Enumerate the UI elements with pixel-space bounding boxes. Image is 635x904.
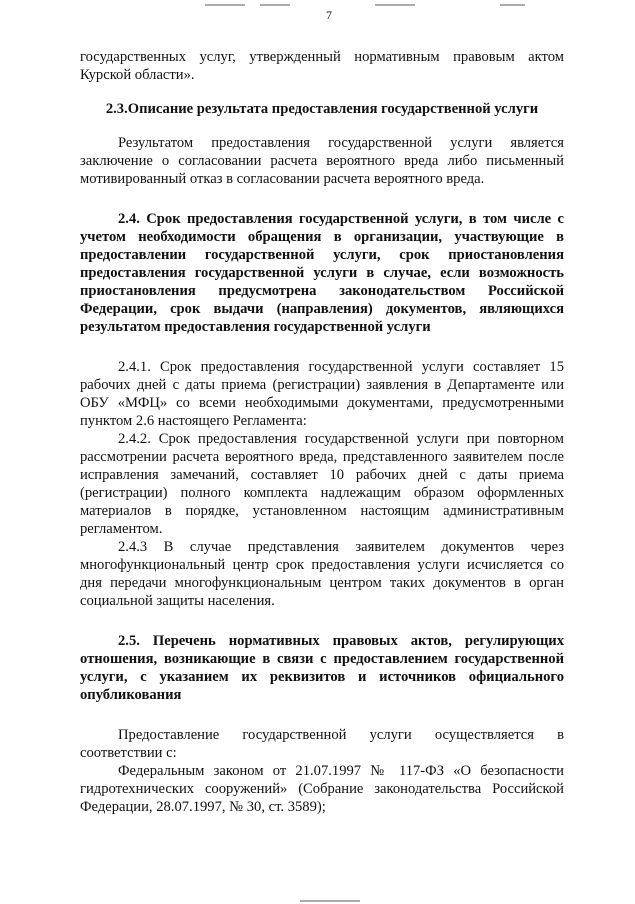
section-heading-2-3: 2.3.Описание результата предоставления государственной услуги <box>105 101 539 117</box>
paragraph-2-5-law: Федеральным законом от 21.07.1997 № 117-ФЗ «О безопасности гидротехнических сооружений» (Собрание законодательства Российской Федерации, 28.07.1997, № 30, ст. 3589); <box>80 763 564 815</box>
scan-artifact <box>260 4 290 6</box>
paragraph-2-3: Результатом предоставления государственной услуги является заключение о согласовании расчета вероятного вреда либо письменный мотивированный отказ в согласовании расчета вероятного вреда. <box>80 135 564 187</box>
page-number: 7 <box>326 8 332 22</box>
scan-artifact <box>375 4 415 6</box>
section-heading-2-4: 2.4. Срок предоставления государственной услуги, в том числе с учетом необходимости обращения в организации, участвующие в предоставлении государственной услуги, срок приостановления предоставления государственной услуги в случае, если возможность приостановления предусмотрена законодательством Российской Федерации, срок выдачи (направления) документов, являющихся результатом предоставления государственной услуги <box>80 211 564 335</box>
paragraph-2-5-intro: Предоставление государственной услуги осуществляется в соответствии с: <box>80 727 564 761</box>
scan-artifact <box>500 4 525 6</box>
paragraph-2-4-3: 2.4.3 В случае представления заявителем документов через многофункциональный центр срок предоставления услуги исчисляется со дня передачи многофункциональным центром таких документов в орган социальной защиты населения. <box>80 539 564 609</box>
scan-artifact <box>300 900 360 902</box>
section-heading-2-5: 2.5. Перечень нормативных правовых актов, регулирующих отношения, возникающие в связи с предоставлением государственной услуги, с указанием их реквизитов и источников официального опубликования <box>80 633 564 703</box>
paragraph-2-4-2: 2.4.2. Срок предоставления государственной услуги при повторном рассмотрении расчета вероятного вреда, представленного заявителем после исправления замечаний, составляет 10 рабочих дней с даты приема (регистрации) полного комплекта надлежащим образом оформленных материалов в порядке, установленном настоящим административным регламентом. <box>80 431 564 537</box>
paragraph-continuation: государственных услуг, утвержденный нормативным правовым актом Курской области». <box>80 49 564 83</box>
document-body <box>80 48 564 816</box>
paragraph-2-4-1: 2.4.1. Срок предоставления государственной услуги составляет 15 рабочих дней с даты приема (регистрации) заявления в Департаменте или ОБУ «МФЦ» со всеми необходимыми документами, предусмотренными пунктом 2.6 настоящего Регламента: <box>80 359 564 429</box>
scan-artifact <box>205 4 245 6</box>
